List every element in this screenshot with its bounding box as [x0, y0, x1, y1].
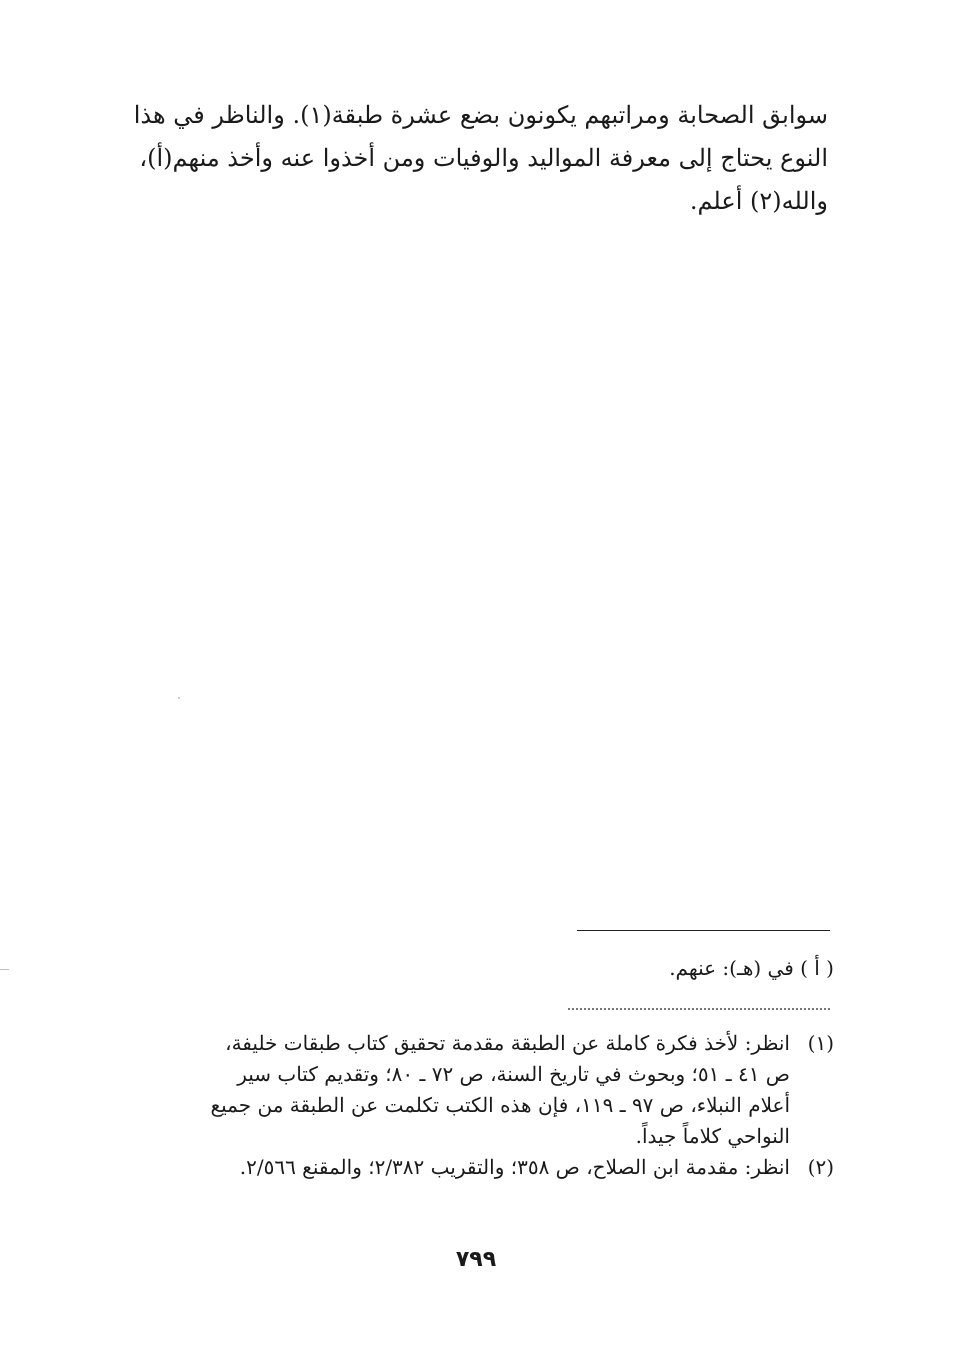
- footnote-separator-rule: [577, 930, 830, 931]
- main-text: [128, 94, 828, 223]
- footnote-1-line-3: أعلام النبلاء، ص ٩٧ ـ ١١٩، فإن هذه الكتب تكلمت عن الطبقة من جميع: [210, 1093, 790, 1117]
- footnote-1-line-1: انظر: لأخذ فكرة كاملة عن الطبقة مقدمة تحقيق كتاب طبقات خليفة،: [225, 1031, 790, 1055]
- body-line-2: النوع يحتاج إلى معرفة المواليد والوفيات ومن أخذوا عنه وأخذ منهم(أ)،: [139, 144, 828, 172]
- footnote-2: [128, 1152, 834, 1183]
- footnote-1-line-4: النواحي كلاماً جيداً.: [635, 1124, 790, 1148]
- body-line-1: سوابق الصحابة ومراتبهم يكونون بضع عشرة طبقة(١). والناظر في هذا: [133, 101, 828, 129]
- numbered-footnotes: [128, 1028, 834, 1183]
- footnote-marker: (٢): [807, 1155, 834, 1179]
- variant-footnote-a: ( أ ) في (هـ): عنهم.: [669, 956, 834, 980]
- scan-speck: [178, 697, 180, 699]
- scan-margin-mark: [0, 969, 9, 970]
- page-number: ٧٩٩: [455, 1247, 497, 1272]
- variant-footnotes: [128, 950, 834, 986]
- footnote-2-line-1: انظر: مقدمة ابن الصلاح، ص ٣٥٨؛ والتقريب ٢/٣٨٢؛ والمقنع ٢/٥٦٦.: [239, 1155, 790, 1179]
- footnote-1-line-2: ص ٤١ ـ ٥١؛ وبحوث في تاريخ السنة، ص ٧٢ ـ ٨٠؛ وتقديم كتاب سير: [237, 1062, 790, 1086]
- footnote-1: [128, 1028, 834, 1152]
- footnote-marker: (١): [807, 1031, 834, 1055]
- body-line-3: والله(٢) أعلم.: [689, 187, 828, 215]
- footnote-dotted-separator: [568, 1008, 830, 1010]
